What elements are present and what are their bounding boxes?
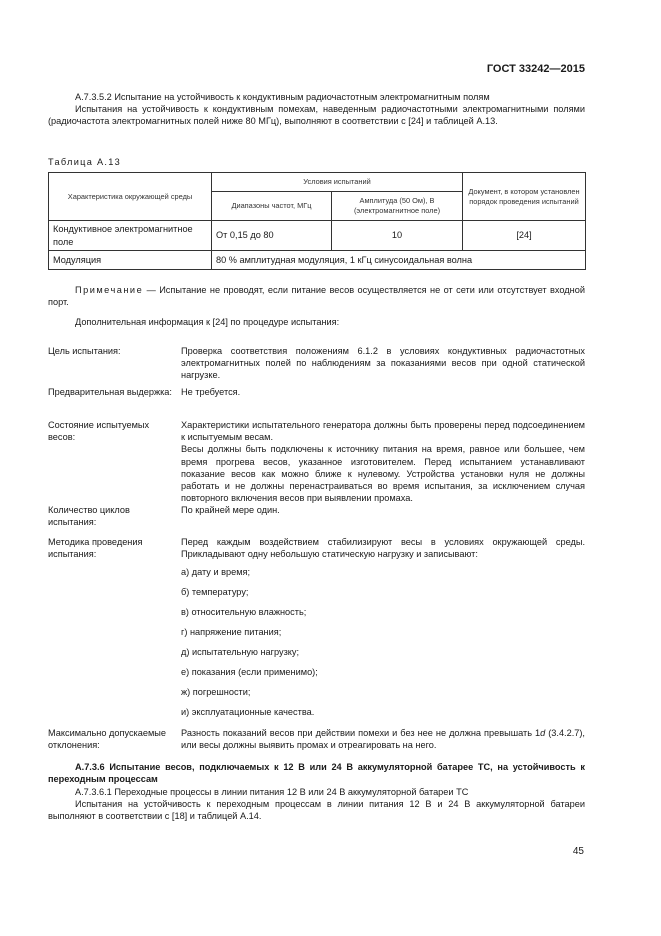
- max-deviation-label: Максимально допускаемые отклонения:: [48, 728, 167, 751]
- cell-env-row2: Модуляция: [49, 251, 212, 270]
- section-a7361-body: Испытания на устойчивость к переходным процессам в линии питания 12 В и 24 В аккумуляторной батареи выполняют в соответствии с [18] и таблицей А.14.: [48, 799, 585, 822]
- max-deviation-text-b: (3.4.2.7), или весы должны выявить промах и отреагировать на него.: [181, 728, 585, 751]
- method-label: Методика проведения испытания:: [48, 537, 143, 560]
- list-item: б) температуру;: [181, 587, 249, 597]
- cell-env-row1: Кондуктивное электромагнитное поле: [49, 221, 212, 251]
- state-text: [181, 419, 585, 504]
- table-a13: [48, 172, 586, 270]
- list-item: в) относительную влажность;: [181, 607, 307, 617]
- cell-modulation-row2: 80 % амплитудная модуляция, 1 кГц синусоидальная волна: [212, 251, 586, 270]
- max-deviation-text: [181, 727, 585, 751]
- section-a736-title: А.7.3.6 Испытание весов, подключаемых к 12 В или 24 В аккумуляторной батарее ТС, на устойчивость к переходным процессам: [48, 762, 585, 785]
- goal-text: Проверка соответствия положениям 6.1.2 в условиях кондуктивных радиочастотных электромагнитных полей по наблюдениям за показаниями весов при одной статической нагрузке.: [181, 346, 585, 381]
- header-frequency: Диапазоны частот, МГц: [212, 192, 332, 221]
- document-header: ГОСТ 33242—2015: [486, 63, 585, 75]
- cell-doc-row1: [24]: [463, 221, 586, 251]
- cell-amp-row1: 10: [332, 221, 463, 251]
- list-item: ж) погрешности;: [181, 687, 251, 697]
- note-text: — Испытание не проводят, если питание весов осуществляется не от сети или отсутствует входной порт.: [48, 285, 585, 308]
- list-item: а) дату и время;: [181, 567, 251, 577]
- cell-freq-row1: От 0,15 до 80: [212, 221, 332, 251]
- section-a7352-title: А.7.3.5.2 Испытание на устойчивость к кондуктивным радиочастотным электромагнитным полям: [75, 92, 490, 102]
- header-document: Документ, в котором установлен порядок проведения испытаний: [463, 173, 586, 221]
- precondition-label: Предварительная выдержка:: [48, 387, 172, 397]
- section-a7352-body: Испытания на устойчивость к кондуктивным помехам, наведенным радиочастотными электромагнитными полями (радиочастота электромагнитных полей ниже 80 МГц), выполняют в соответствии с [24] и таблицей А.13.: [48, 104, 585, 127]
- state-label: Состояние испытуемых весов:: [48, 420, 150, 443]
- goal-label: Цель испытания:: [48, 346, 121, 356]
- note-label: Примечание: [75, 285, 144, 295]
- list-item: е) показания (если применимо);: [181, 667, 318, 677]
- cycles-label: Количество циклов испытания:: [48, 505, 130, 528]
- max-deviation-text-a: Разность показаний весов при действии помехи и без нее не должна превышать 1: [181, 728, 541, 738]
- section-a7361-title: А.7.3.6.1 Переходные процессы в линии питания 12 В или 24 В аккумуляторной батареи ТС: [75, 787, 469, 797]
- page-number: 45: [572, 846, 584, 857]
- header-amplitude: Амплитуда (50 Ом), В (электромагнитное поле): [332, 192, 463, 221]
- table-caption: Таблица А.13: [48, 157, 122, 167]
- precondition-text: Не требуется.: [181, 387, 241, 397]
- extra-info: Дополнительная информация к [24] по процедуре испытания:: [75, 317, 340, 327]
- state-text-1: Характеристики испытательного генератора должны быть проверены перед подсоединением к испытуемым весам.: [181, 420, 585, 443]
- table-note: [48, 284, 585, 308]
- state-text-2: Весы должны быть подключены к источнику питания на время, равное или большее, чем время прогрева весов, указанное изготовителем. Перед испытанием устанавливают показание весов как можно ближе к нулевому. Устройства установки нуля не должны работать и не должны перенастраиваться во время испытания, за исключением случая повторного включения весов при выявлении промаха.: [181, 444, 585, 504]
- header-environment: Характеристика окружающей среды: [49, 173, 212, 221]
- header-conditions: Условия испытаний: [212, 173, 463, 192]
- list-item: д) испытательную нагрузку;: [181, 647, 300, 657]
- list-item: и) эксплуатационные качества.: [181, 707, 315, 717]
- list-item: г) напряжение питания;: [181, 627, 282, 637]
- max-deviation-symbol: d: [540, 728, 546, 738]
- method-text: Перед каждым воздействием стабилизируют весы в условиях окружающей среды. Прикладывают одну небольшую статическую нагрузку и записывают:: [181, 537, 585, 560]
- cycles-text: По крайней мере один.: [181, 505, 280, 515]
